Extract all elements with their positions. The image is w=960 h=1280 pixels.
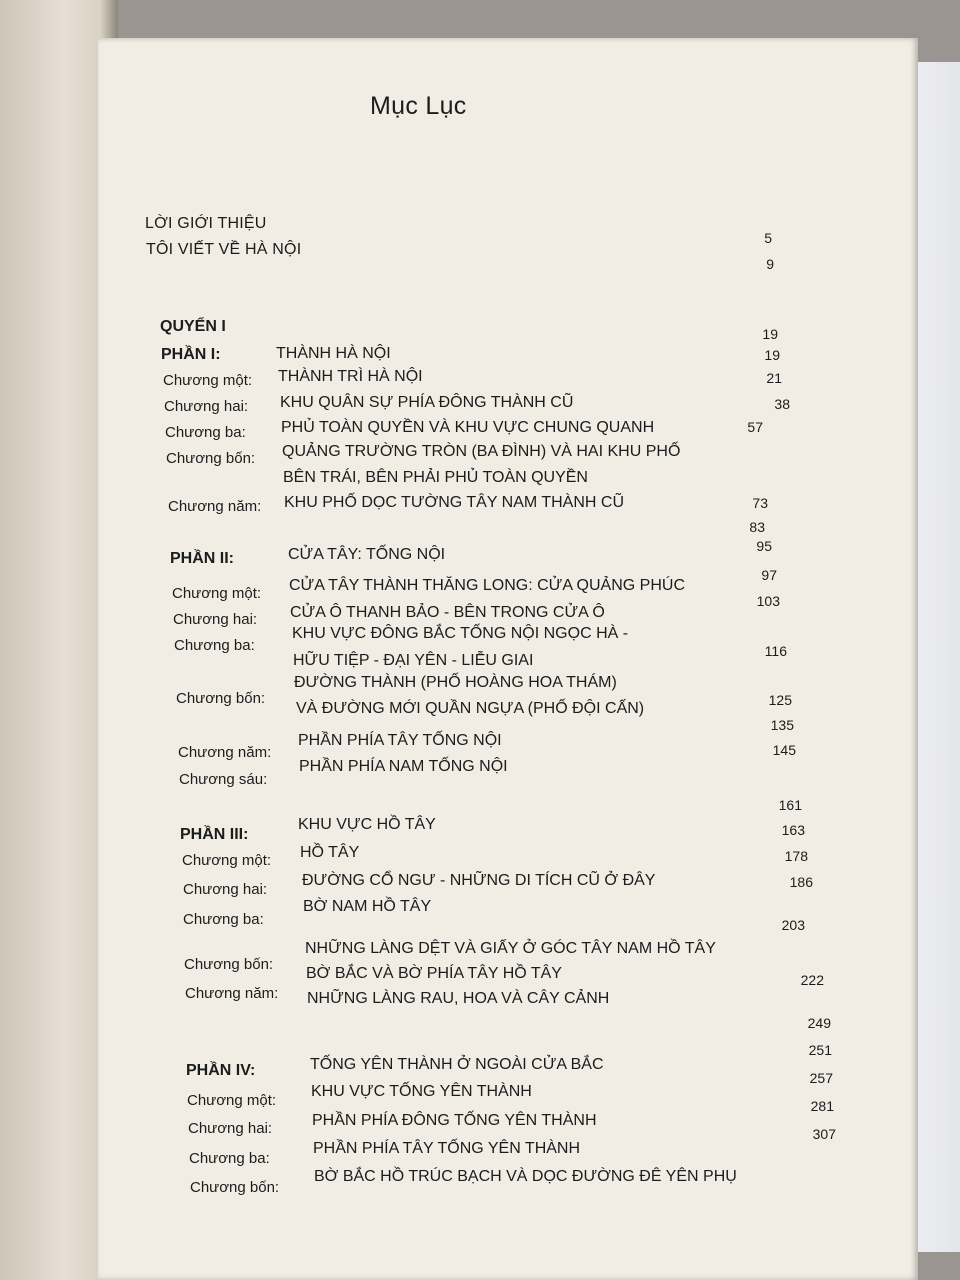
toc-chapter-page: 163 — [781, 822, 805, 838]
toc-part-label: PHẦN III: — [180, 826, 249, 843]
toc-chapter-page: 203 — [781, 917, 805, 933]
toc-chapter-title-cont: HỮU TIỆP - ĐẠI YÊN - LIỄU GIAI — [293, 652, 534, 669]
toc-chapter-title: PHẦN PHÍA TÂY TỐNG YÊN THÀNH — [313, 1140, 581, 1157]
toc-part-page: 161 — [778, 797, 802, 813]
toc-part-label: PHẦN IV: — [186, 1062, 256, 1079]
toc-part-title: CỬA TÂY: TỐNG NỘI — [288, 546, 446, 563]
toc-chapter-title: CỬA Ô THANH BẢO - BÊN TRONG CỬA Ô — [290, 604, 605, 621]
toc-chapter-page: 38 — [774, 396, 790, 412]
toc-book-label: QUYỂN I — [160, 318, 226, 335]
toc-chapter-page: 135 — [770, 717, 794, 733]
toc-part-title: THÀNH HÀ NỘI — [276, 345, 391, 362]
toc-chapter-label: Chương bốn: — [190, 1179, 280, 1196]
toc-chapter-title-cont: VÀ ĐƯỜNG MỚI QUẦN NGỰA (PHỐ ĐỘI CẤN) — [296, 700, 645, 717]
toc-chapter-title: KHU QUÂN SỰ PHÍA ĐÔNG THÀNH CŨ — [280, 394, 574, 411]
toc-chapter-label: Chương ba: — [174, 637, 255, 654]
toc-chapter-title: ĐƯỜNG CỔ NGƯ - NHỮNG DI TÍCH CŨ Ở ĐÂY — [302, 872, 656, 889]
toc-chapter-page: 21 — [766, 370, 782, 386]
toc-chapter-page: 103 — [756, 593, 780, 609]
toc-part-page: 249 — [807, 1015, 831, 1031]
toc-chapter-label: Chương hai: — [173, 611, 258, 628]
toc-chapter-page: 222 — [800, 972, 824, 988]
toc-chapter-label: Chương năm: — [185, 985, 279, 1002]
toc-chapter-label: Chương bốn: — [176, 690, 266, 707]
toc-chapter-page: 251 — [808, 1042, 832, 1058]
toc-chapter-label: Chương một: — [182, 852, 272, 869]
toc-chapter-label: Chương hai: — [164, 398, 249, 415]
toc-chapter-title: HỒ TÂY — [300, 844, 360, 861]
toc-chapter-title: THÀNH TRÌ HÀ NỘI — [278, 368, 423, 385]
toc-chapter-label: Chương ba: — [189, 1150, 270, 1167]
toc-chapter-label: Chương một: — [163, 372, 253, 389]
toc-part-title: TỐNG YÊN THÀNH Ở NGOÀI CỬA BẮC — [310, 1056, 604, 1073]
toc-chapter-title: CỬA TÂY THÀNH THĂNG LONG: CỬA QUẢNG PHÚC — [289, 577, 685, 594]
toc-chapter-title: PHẦN PHÍA NAM TỐNG NỘI — [299, 758, 508, 775]
toc-chapter-page: 97 — [761, 567, 777, 583]
toc-intro-page: 5 — [764, 230, 772, 246]
toc-book-page: 19 — [762, 326, 778, 342]
toc-chapter-title: PHẦN PHÍA ĐÔNG TỐNG YÊN THÀNH — [312, 1112, 597, 1129]
toc-chapter-page: 257 — [809, 1070, 833, 1086]
toc-intro-title: LỜI GIỚI THIỆU — [145, 215, 267, 232]
toc-chapter-title: BỜ NAM HỒ TÂY — [303, 898, 432, 915]
toc-chapter-page: 73 — [752, 495, 768, 511]
toc-chapter-page: 116 — [764, 643, 787, 659]
toc-chapter-label: Chương năm: — [168, 498, 262, 515]
toc-chapter-page: 281 — [810, 1098, 834, 1114]
toc-chapter-title: KHU VỰC TỐNG YÊN THÀNH — [311, 1083, 532, 1100]
toc-chapter-page: 125 — [768, 692, 792, 708]
toc-chapter-label: Chương ba: — [183, 911, 264, 928]
toc-intro-page: 9 — [766, 256, 774, 272]
toc-chapter-label: Chương một: — [187, 1092, 277, 1109]
toc-part-page: 95 — [756, 538, 772, 554]
toc-chapter-title: PHẦN PHÍA TÂY TỐNG NỘI — [298, 732, 502, 749]
toc-chapter-label: Chương ba: — [165, 424, 246, 441]
toc-chapter-title: KHU PHỐ DỌC TƯỜNG TÂY NAM THÀNH CŨ — [284, 494, 625, 511]
toc-chapter-title: ĐƯỜNG THÀNH (PHỐ HOÀNG HOA THÁM) — [294, 674, 617, 691]
toc-chapter-title: KHU VỰC ĐÔNG BẮC TỐNG NỘI NGỌC HÀ - — [292, 625, 629, 642]
toc-part-page: 19 — [764, 347, 780, 363]
toc-chapter-label: Chương bốn: — [184, 956, 274, 973]
toc-chapter-title: BỜ BẮC VÀ BỜ PHÍA TÂY HỒ TÂY — [306, 965, 562, 982]
toc-chapter-title: PHỦ TOÀN QUYỀN VÀ KHU VỰC CHUNG QUANH — [281, 419, 655, 436]
toc-part-label: PHẦN I: — [161, 346, 221, 363]
toc-part-label: PHẦN II: — [170, 550, 234, 567]
toc-chapter-label: Chương sáu: — [179, 771, 268, 788]
toc-chapter-title: QUẢNG TRƯỜNG TRÒN (BA ĐÌNH) VÀ HAI KHU PHỐ — [282, 443, 681, 460]
toc-chapter-title-cont: NHỮNG LÀNG RAU, HOA VÀ CÂY CẢNH — [307, 990, 610, 1007]
toc-chapter-title: NHỮNG LÀNG DỆT VÀ GIẤY Ở GÓC TÂY NAM HỒ TÂY — [305, 940, 716, 957]
toc-part-title: KHU VỰC HỒ TÂY — [298, 816, 436, 833]
toc-chapter-label: Chương một: — [172, 585, 262, 602]
toc-chapter-label: Chương hai: — [183, 881, 268, 898]
toc-chapter-label: Chương hai: — [188, 1120, 273, 1137]
toc-chapter-page: 145 — [772, 742, 796, 758]
toc-chapter-page: 186 — [789, 874, 813, 890]
toc-chapter-label: Chương bốn: — [166, 450, 256, 467]
toc-chapter-title-cont: BÊN TRÁI, BÊN PHẢI PHỦ TOÀN QUYỀN — [283, 469, 588, 486]
page-title: Mục Lục — [370, 92, 467, 120]
toc-chapter-label: Chương năm: — [178, 744, 272, 761]
toc-chapter-page: 57 — [747, 419, 763, 435]
toc-intro-title: TÔI VIẾT VỀ HÀ NỘI — [146, 241, 302, 258]
toc-chapter-title: BỜ BẮC HỒ TRÚC BẠCH VÀ DỌC ĐƯỜNG ĐÊ YÊN PHỤ — [314, 1168, 737, 1185]
toc-chapter-page: 178 — [784, 848, 808, 864]
toc-chapter-page: 83 — [749, 519, 765, 535]
toc-chapter-page: 307 — [812, 1126, 836, 1142]
